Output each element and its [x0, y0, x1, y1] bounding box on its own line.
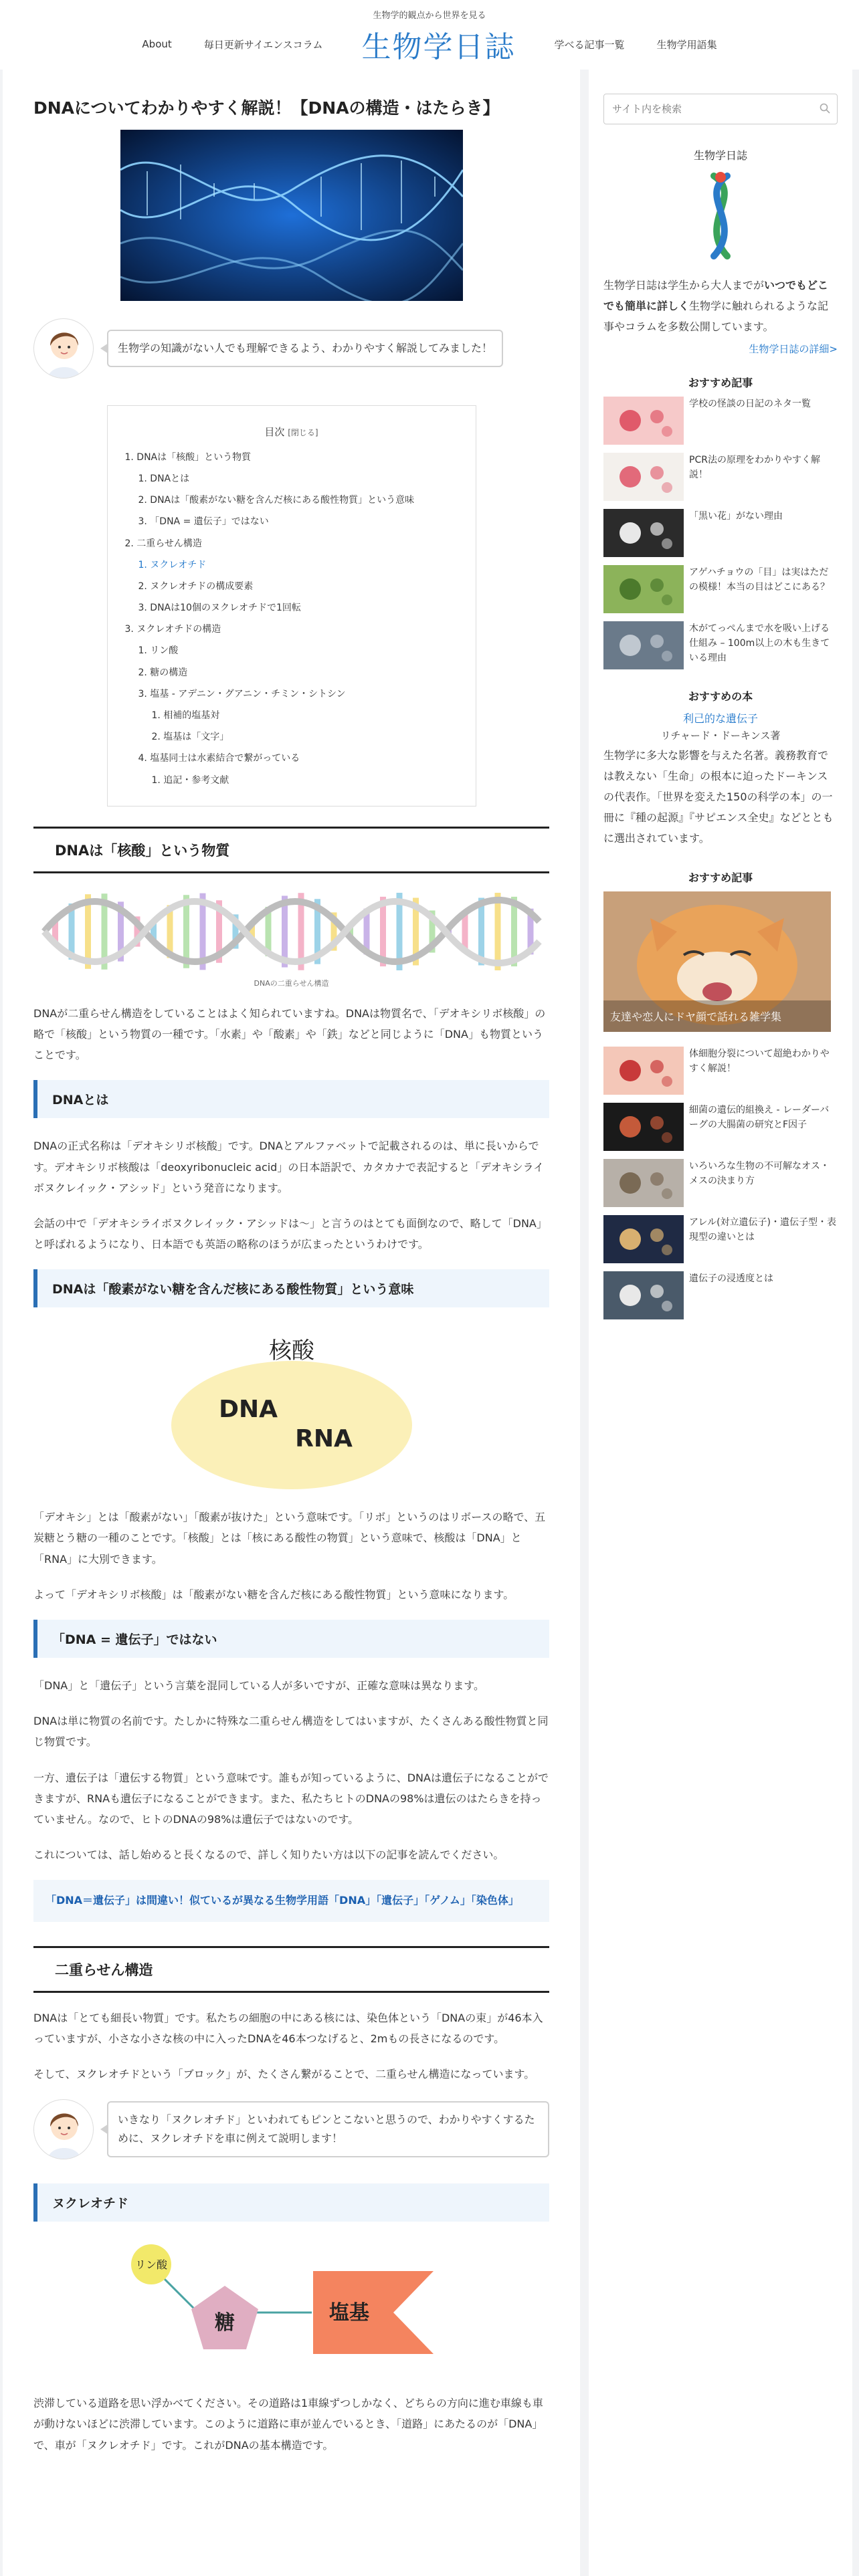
toc-item[interactable]: 1. リン酸 — [138, 645, 179, 657]
diagram-label-phosphate: リン酸 — [134, 2258, 167, 2272]
article-list-title: 学校の怪談の日記のネタ一覧 — [689, 398, 811, 409]
article-title: DNAについてわかりやすく解説！【DNAの構造・はたらき】 — [33, 98, 500, 118]
author-avatar — [33, 318, 94, 379]
toc-item[interactable]: 1. 追記・参考文献 — [151, 774, 229, 786]
article-thumbnail — [603, 509, 684, 557]
site-header — [0, 0, 859, 70]
article-thumbnail — [603, 1103, 684, 1151]
site-dna-logo — [603, 169, 838, 263]
article-list-item[interactable] — [603, 509, 838, 557]
paragraph: これについては、話し始めると長くなるので、詳しく知りたい方は以下の記事を読んでください。 — [33, 1848, 504, 1862]
diagram-label-dna: DNA — [218, 1396, 278, 1424]
article-list-title: アレル(対立遺伝子)・遺伝子型・表現型の違いとは — [689, 1216, 837, 1243]
diagram-label-sugar: 糖 — [214, 2311, 235, 2335]
book-widget-title: おすすめの本 — [688, 689, 753, 703]
toc-item[interactable]: 2. 二重らせん構造 — [124, 538, 202, 549]
article-list-item[interactable] — [603, 1047, 838, 1095]
recommended-title: おすすめ記事 — [688, 376, 753, 389]
article-list-item[interactable] — [603, 1103, 838, 1151]
diagram-label-base: 塩基 — [328, 2301, 369, 2325]
book-title-link[interactable]: 利己的な遺伝子 — [682, 712, 758, 725]
search-icon[interactable] — [820, 103, 830, 114]
article-list-title: PCR法の原理をわかりやすく解説！ — [689, 454, 820, 480]
paragraph: DNAが二重らせん構造をしていることはよく知られていますね。DNAは物質名で、「デオキシリボ核酸」の略で「核酸」という物質の一種です。「水素」や「酸素」や「鉄」などと同じように「DNA」も物質ということです。 — [33, 1006, 546, 1062]
paragraph: DNAは単に物質の名前です。たしかに特殊な二重らせん構造をしてはいますが、たくさんある酸性物質と同じ物質です。 — [33, 1715, 549, 1749]
about-widget-title: 生物学日誌 — [693, 149, 747, 162]
section-heading-what-is-dna: DNAとは — [33, 1080, 549, 1118]
explain-speech — [33, 2099, 549, 2159]
article-thumbnail — [603, 453, 684, 501]
section-heading-dna-not-gene: 「DNA = 遺伝子」ではない — [33, 1620, 549, 1658]
recommended2-list — [603, 1047, 838, 1319]
diagram-label-rna: RNA — [294, 1425, 353, 1453]
about-text-part: 生物学日誌は学生から大人までが — [603, 279, 765, 292]
site-search — [603, 94, 838, 124]
nav-glossary[interactable]: 生物学用語集 — [656, 38, 717, 51]
paragraph: そして、ヌクレオチドという「ブロック」が、たくさん繋がることで、二重らせん構造になっています。 — [33, 2068, 535, 2081]
table-of-contents — [107, 405, 476, 807]
recommended-list — [603, 397, 838, 669]
helix-base-pair — [478, 897, 484, 965]
article-list-item[interactable] — [603, 1159, 838, 1207]
toc-item[interactable]: 3. 「DNA = 遺伝子」ではない — [138, 516, 269, 528]
toc-item[interactable]: 3. DNAは10個のヌクレオチドで1回転 — [138, 603, 301, 614]
section-heading-nucleotide: ヌクレオチド — [33, 2183, 549, 2222]
article-list-title: いろいろな生物の不可解なオス・メスの決まり方 — [689, 1160, 830, 1186]
article-list-item[interactable] — [603, 453, 838, 501]
paragraph: 一方、遺伝子は「遺伝する物質」という意味です。誰もが知っているように、DNAは遺伝子になることができますが、RNAも遺伝子になることができます。また、私たちヒトのDNAの98%は遺伝のはたらきを持っていません。なので、ヒトのDNAの98%は遺伝子ではないのです。 — [33, 1771, 549, 1826]
nucleotide-diagram — [104, 2239, 479, 2379]
explain-speech-bubble: いきなり「ヌクレオチド」といわれてもピンとこないと思うので、わかりやすくするために、ヌクレオチドを車に例えて説明します！ — [107, 2101, 549, 2157]
article-thumbnail — [603, 565, 684, 613]
article-list-title: 細菌の遺伝的組換え - レーダーバーグの大腸菌の研究とF因子 — [689, 1104, 830, 1130]
about-detail-link[interactable]: 生物学日誌の詳細> — [749, 342, 838, 355]
article-list-item[interactable] — [603, 397, 838, 445]
intro-speech — [33, 318, 549, 379]
toc-item[interactable]: 2. 糖の構造 — [138, 667, 188, 678]
toc-item[interactable]: 3. ヌクレオチドの構造 — [124, 624, 221, 635]
article-list-item[interactable] — [603, 621, 838, 669]
paragraph: DNAの正式名称は「デオキシリボ核酸」です。DNAとアルファベットで記載されるのは、単に長いからです。デオキシリボ核酸は「deoxyribonucleic acid」の日本語訳で、カタカナで表記すると「デオキシライボヌクレイック・アシッド」という発音になります。 — [33, 1140, 545, 1194]
paragraph: 会話の中で「デオキシライボヌクレイック・アシッドは〜」と言うのはとても面倒なので、略して「DNA」と呼ばれるようになり、日本語でも英語の略称のほうが広まったというわけです。 — [33, 1216, 547, 1251]
paragraph: 「デオキシ」とは「酸素がない」「酸素が抜けた」という意味です。「リボ」というのはリボースの略で、五炭糖とう糖の一種のことです。「核酸」とは「核にある酸性の物質」という意味で、核酸は「DNA」と「RNA」に大別できます。 — [33, 1511, 546, 1566]
related-article-link[interactable]: 「DNA＝遺伝子」は間違い！似ているが異なる生物学用語「DNA」「遺伝子」「ゲノム」「染色体」 — [33, 1880, 549, 1921]
intro-speech-bubble: 生物学の知識がない人でも理解できるよう、わかりやすく解説してみました！ — [107, 330, 503, 367]
toc-item[interactable]: 1. DNAは「核酸」という物質 — [124, 451, 252, 463]
recommended2-title: おすすめ記事 — [688, 871, 753, 884]
toc-item[interactable]: 1. 相補的塩基対 — [151, 710, 220, 721]
sidebar — [589, 70, 852, 2576]
nucleic-acid-diagram — [151, 1325, 432, 1492]
eyecatch-dna-image — [120, 130, 463, 301]
helix-caption: DNAの二重らせん構造 — [254, 978, 329, 988]
article-list-title: 木がてっぺんまで水を吸い上げる仕組み – 100m以上の木も生きている理由 — [689, 623, 830, 664]
article-list-item[interactable] — [603, 1215, 838, 1263]
toc-item[interactable]: 2. DNAは「酸素がない糖を含んだ核にある酸性物質」という意味 — [138, 495, 415, 506]
nav-articles[interactable]: 学べる記事一覧 — [554, 38, 625, 51]
paragraph: 「DNA」と「遺伝子」という言葉を混同している人が多いですが、正確な意味は異なります。 — [33, 1679, 484, 1692]
article-list-title: 体細胞分裂について超絶わかりやすく解説！ — [689, 1048, 830, 1074]
about-text-emphasis: いつでもどこでも簡単に詳しく — [603, 279, 829, 313]
book-description: 生物学に多大な影響を与えた名著。義務教育では教えない「生命」の根本に迫ったドーキンスの代表作。「世界を変えた150の科学の本」の一冊に『種の起源』『サピエンス全史』などとともに選出されています。 — [603, 748, 834, 845]
paragraph: 渋滞している道路を思い浮かべてください。その道路は1車線ずつしかなく、どちらの方向に進む車線も車が動けないほどに渋滞しています。このように道路に車が並んでいるとき、「道路」にあたるのが「DNA」で、車が「ヌクレオチド」です。これがDNAの基本構造です。 — [33, 2397, 543, 2452]
toc-item[interactable]: 3. 塩基 - アデニン・グアニン・チミン・シトシン — [138, 688, 346, 700]
article-list-title: 「黒い花」がない理由 — [689, 510, 783, 522]
toc-item[interactable]: 1. ヌクレオチド — [138, 559, 207, 570]
main-content — [3, 70, 580, 2576]
section-heading-double-helix: 二重らせん構造 — [33, 1946, 549, 1993]
global-nav — [0, 24, 859, 64]
site-tagline: 生物学的観点から世界を見る — [373, 11, 486, 21]
article-thumbnail — [603, 1215, 684, 1263]
double-helix-illustration — [37, 888, 546, 975]
about-text — [603, 275, 838, 338]
article-thumbnail — [603, 397, 684, 445]
paragraph: よって「デオキシリボ核酸」は「酸素がない糖を含んだ核にある酸性物質」という意味になります。 — [33, 1588, 514, 1601]
section-heading-nucleic-acid: DNAは「核酸」という物質 — [33, 827, 549, 873]
toc-item[interactable]: 2. 塩基は「文字」 — [151, 732, 229, 743]
nav-daily-column[interactable]: 毎日更新サイエンスコラム — [203, 38, 323, 51]
paragraph: DNAは「とても細長い物質」です。私たちの細胞の中にある核には、染色体という「DNAの束」が46本入っていますが、小さな小さな核の中に入ったDNAを46本つなげると、2mもの長さになるのです。 — [33, 2011, 543, 2045]
section-heading-meaning: DNAは「酸素がない糖を含んだ核にある酸性物質」という意味 — [33, 1269, 549, 1307]
about-text-part: 生物学に触れられるような記事やコラムを多数公開しています。 — [603, 300, 829, 334]
toc-toggle[interactable]: [閉じる] — [288, 428, 318, 438]
article-list-item[interactable] — [603, 1271, 838, 1319]
article-thumbnail — [603, 1271, 684, 1319]
featured-article-card[interactable] — [603, 891, 831, 1032]
site-logo[interactable]: 生物学日誌 — [361, 30, 516, 64]
toc-item[interactable]: 4. 塩基同士は水素結合で繋がっている — [138, 753, 300, 764]
toc-title-text: 目次 — [264, 426, 285, 439]
article-list-title: アゲハチョウの「目」は実はただの模様！本当の目はどこにある？ — [689, 566, 830, 593]
helix-base-pair — [494, 893, 500, 970]
toc-list — [125, 447, 458, 791]
article-thumbnail — [603, 1047, 684, 1095]
article-thumbnail — [603, 621, 684, 669]
article-thumbnail — [603, 1159, 684, 1207]
article-list-title: 遺伝子の浸透度とは — [689, 1273, 773, 1284]
book-author: リチャード・ドーキンス著 — [660, 729, 781, 742]
author-avatar — [33, 2099, 94, 2159]
toc-title — [125, 421, 458, 444]
toc-item[interactable]: 2. ヌクレオチドの構成要素 — [138, 580, 254, 592]
featured-article-caption: 友達や恋人にドヤ顔で話れる雑学集 — [603, 1000, 831, 1032]
search-input[interactable] — [612, 103, 813, 115]
toc-item[interactable]: 1. DNAとは — [138, 473, 190, 484]
article-list-item[interactable] — [603, 565, 838, 613]
diagram-label-nucleic-acid: 核酸 — [268, 1337, 314, 1365]
nav-about[interactable]: About — [142, 38, 172, 50]
